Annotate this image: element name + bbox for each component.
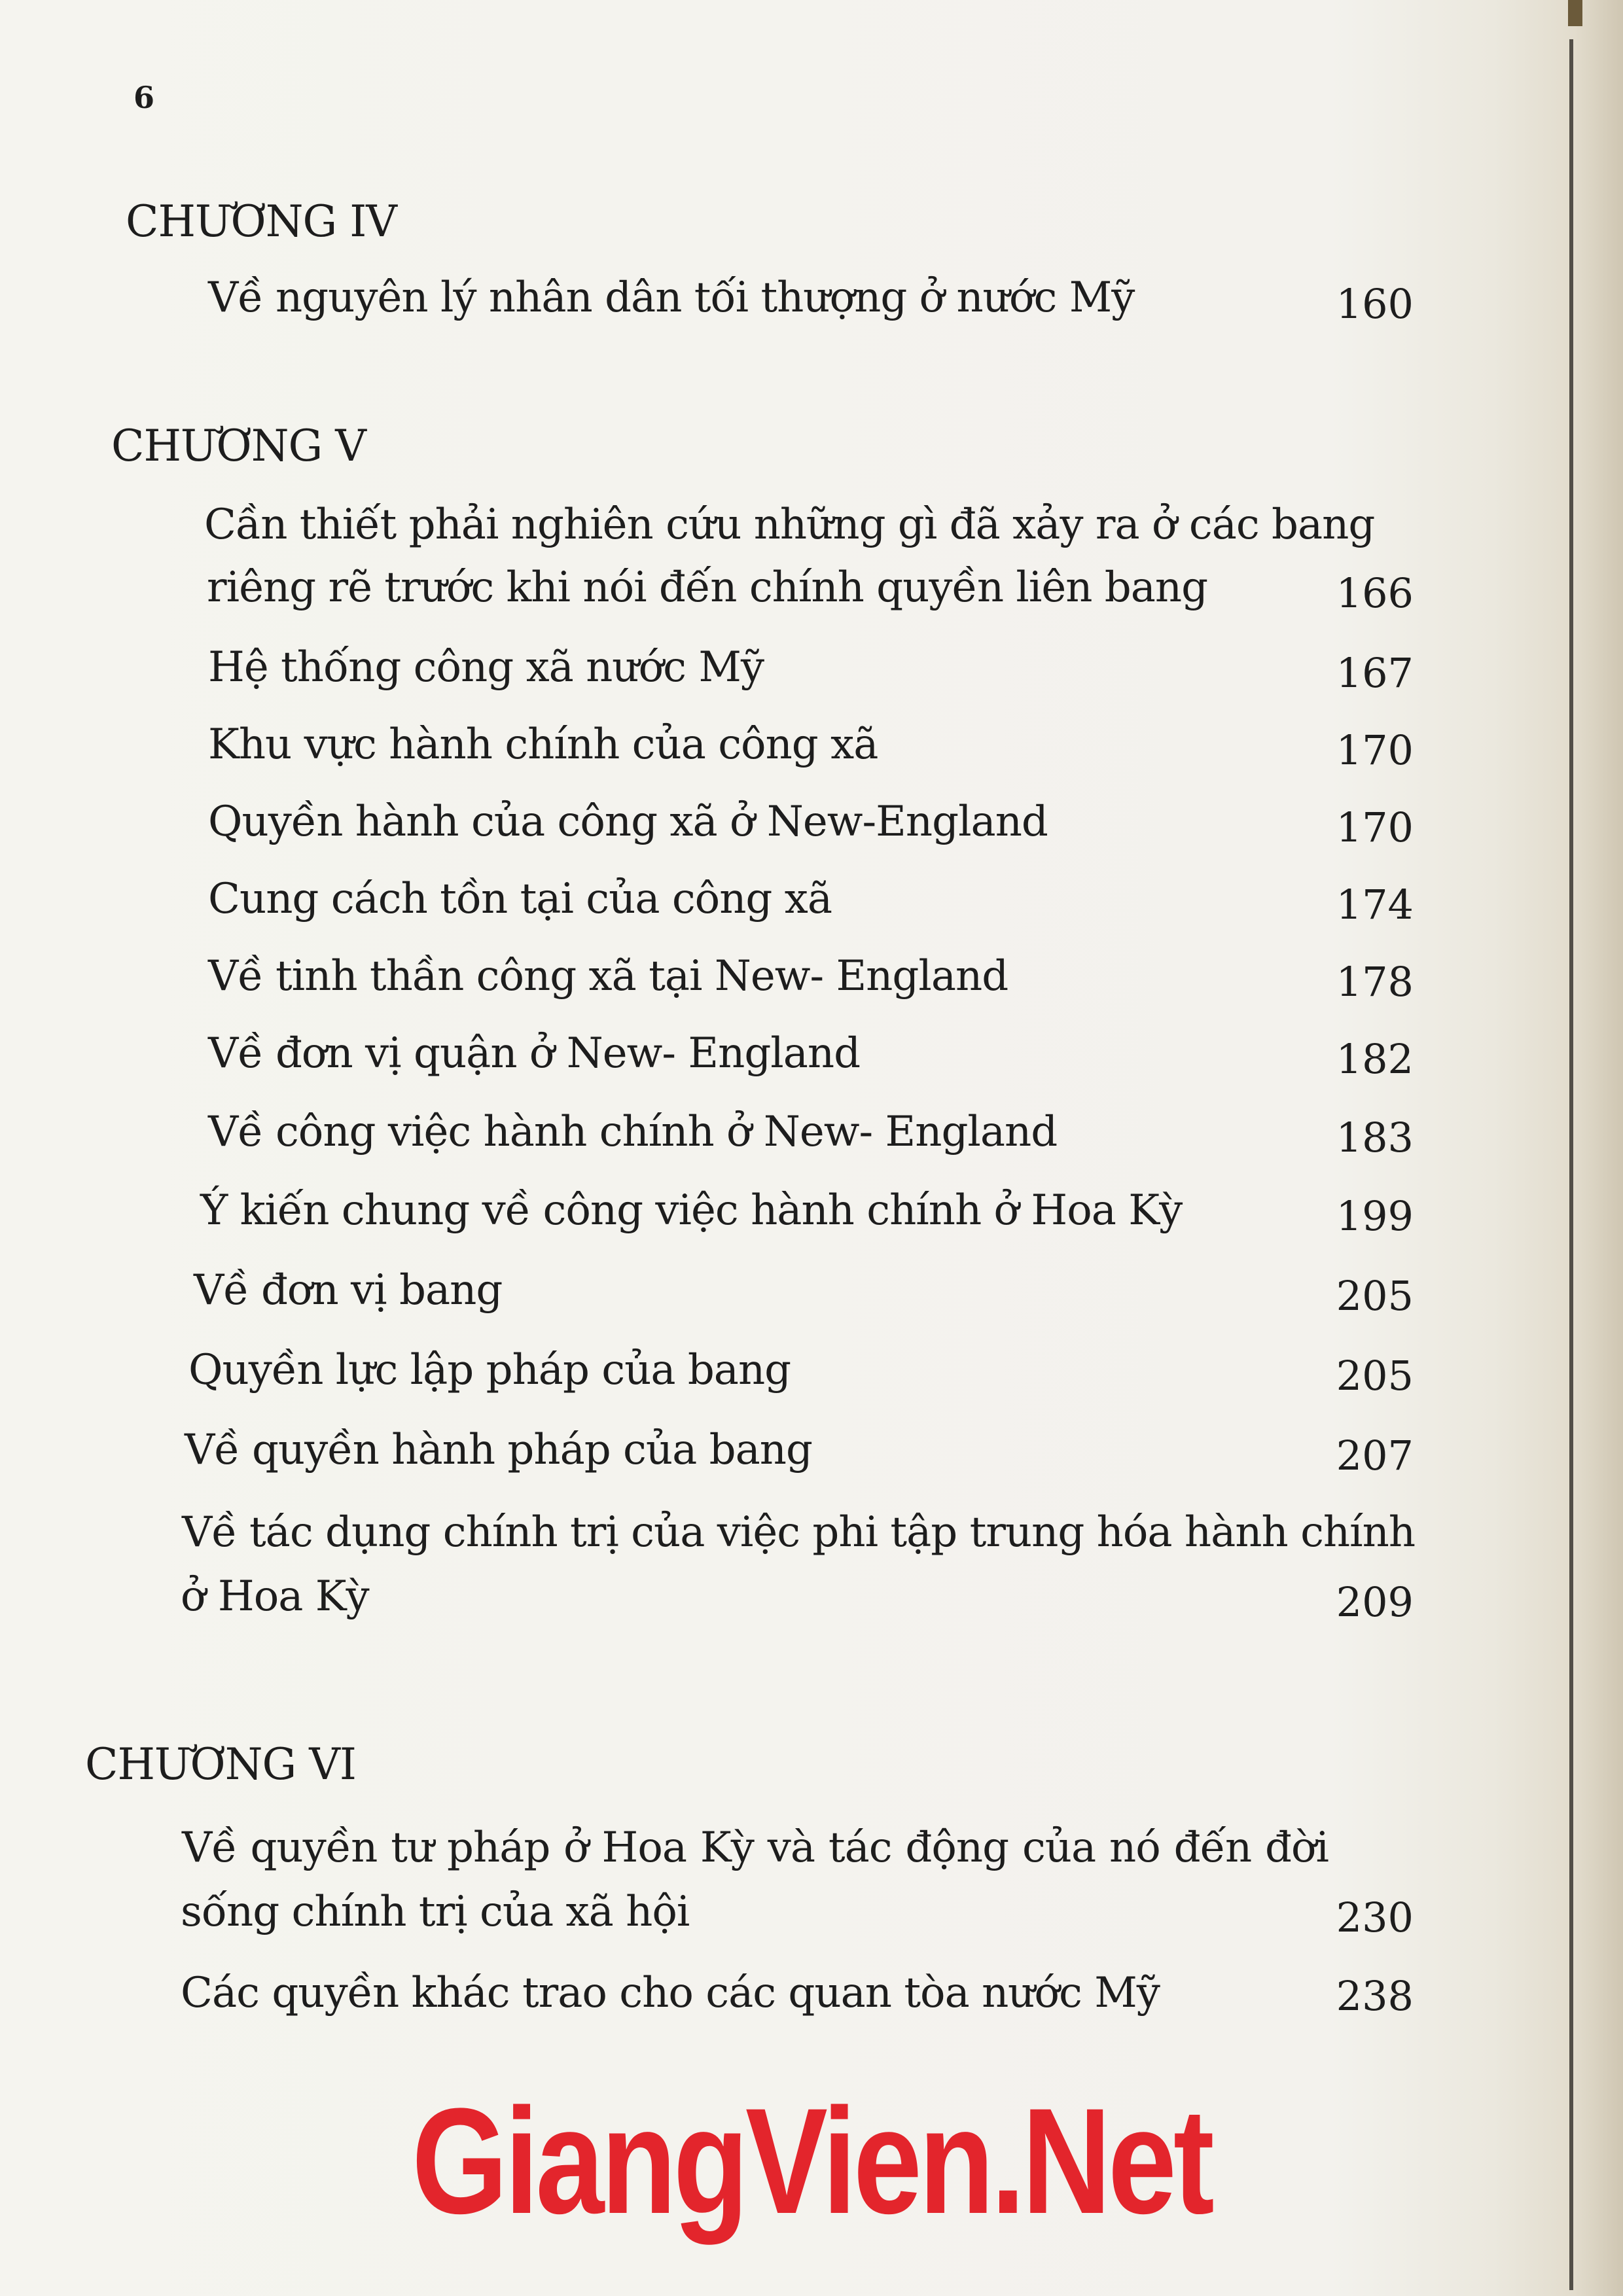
- toc-page-number: 230: [1336, 1894, 1414, 1941]
- toc-page-number: 178: [1336, 958, 1414, 1006]
- toc-entry-continuation: [207, 555, 1207, 620]
- toc-page-number: 174: [1336, 881, 1414, 928]
- toc-page-number: 182: [1336, 1035, 1414, 1083]
- toc-page-number: 167: [1336, 649, 1414, 697]
- chapter-heading: CHƯƠNG VI: [85, 1739, 356, 1790]
- toc-entry: Ý kiến chung về công việc hành chính ở Hoa Kỳ: [200, 1186, 1183, 1235]
- toc-entry: [182, 1500, 1416, 1565]
- toc-page-number: 170: [1336, 804, 1414, 851]
- toc-entry: Về công việc hành chính ở New- England: [208, 1108, 1058, 1156]
- toc-entry: Khu vực hành chính của công xã: [208, 720, 878, 769]
- toc-entry: Cung cách tồn tại của công xã: [208, 875, 832, 923]
- toc-entry: [182, 1815, 1329, 1881]
- toc-page-number: 183: [1336, 1114, 1414, 1161]
- toc-entry-title-line: Về tác dụng chính trị của việc phi tập trung hóa hành chính: [182, 1508, 1416, 1557]
- toc-entry: Quyền hành của công xã ở New-England: [208, 798, 1048, 846]
- chapter-heading: CHƯƠNG IV: [126, 196, 397, 247]
- toc-entry-continuation: sống chính trị của xã hội: [181, 1888, 690, 1936]
- toc-entry: Về quyền hành pháp của bang: [185, 1426, 812, 1474]
- toc-page-number: 170: [1336, 726, 1414, 774]
- toc-page-number: 166: [1336, 569, 1414, 617]
- toc-entry: Các quyền khác trao cho các quan tòa nước Mỹ: [181, 1969, 1160, 2017]
- toc-entry: [208, 265, 1134, 330]
- toc-page-number: 238: [1336, 1972, 1414, 2020]
- toc-entry: Hệ thống công xã nước Mỹ: [208, 643, 764, 692]
- toc-page-number: 199: [1336, 1192, 1414, 1240]
- toc-entry: [204, 492, 1375, 557]
- toc-entry-title-line: Về quyền tư pháp ở Hoa Kỳ và tác động của nó đến đời: [182, 1824, 1329, 1872]
- toc-page-number: 160: [1336, 280, 1414, 328]
- toc-page-number: 205: [1336, 1352, 1414, 1400]
- page-edge-line: [1569, 39, 1573, 2290]
- toc-entry-title-line: Cần thiết phải nghiên cứu những gì đã xảy ra ở các bang: [204, 501, 1375, 549]
- toc-entry-continuation: ở Hoa Kỳ: [181, 1572, 369, 1621]
- toc-entry-title-line: riêng rẽ trước khi nói đến chính quyền liên bang: [207, 563, 1208, 612]
- toc-entry: Về đơn vị bang: [194, 1266, 503, 1315]
- corner-mark: [1568, 0, 1582, 26]
- watermark-logo: GiangVien.Net: [412, 2077, 1211, 2245]
- toc-page-number: 205: [1336, 1272, 1414, 1320]
- toc-page-number: 209: [1336, 1578, 1414, 1626]
- toc-entry-title: Về nguyên lý nhân dân tối thượng ở nước Mỹ: [208, 274, 1135, 322]
- toc-page-number: 207: [1336, 1432, 1414, 1479]
- toc-entry: Quyền lực lập pháp của bang: [188, 1346, 791, 1394]
- chapter-heading: CHƯƠNG V: [111, 421, 366, 471]
- toc-entry: Về đơn vị quận ở New- England: [208, 1029, 861, 1078]
- page-number: 6: [134, 80, 155, 115]
- toc-entry: Về tinh thần công xã tại New- England: [208, 952, 1008, 1000]
